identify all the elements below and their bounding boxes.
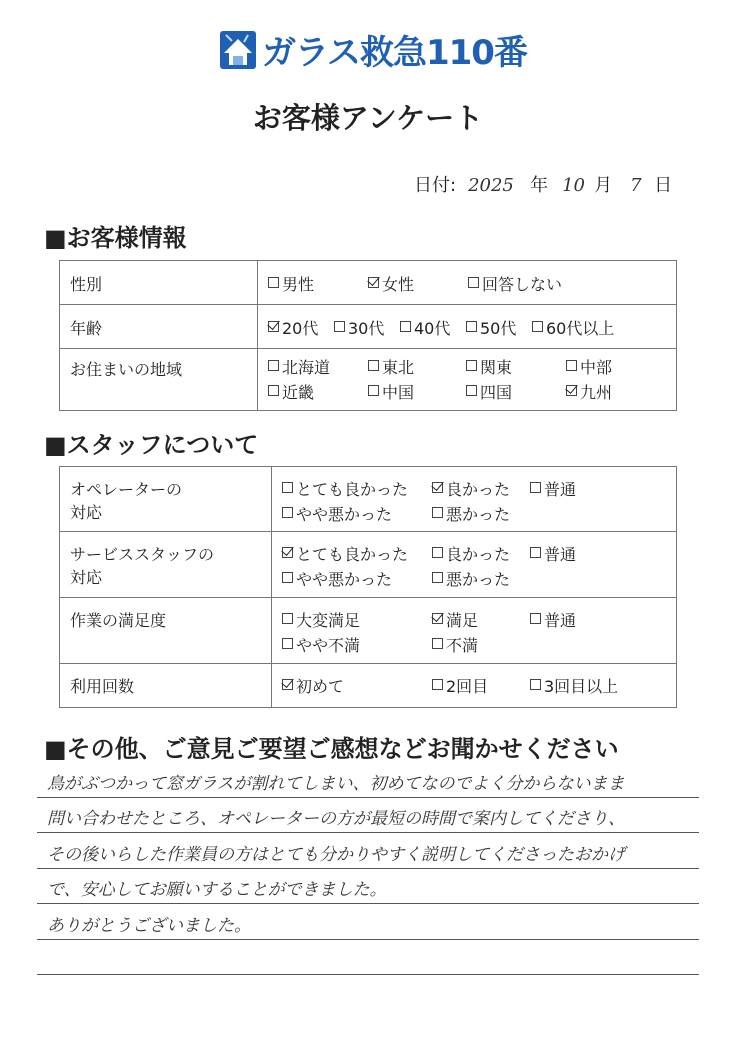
checkbox-icon[interactable] xyxy=(466,321,477,332)
checkbox-option[interactable] xyxy=(282,477,432,500)
options-gender xyxy=(268,272,666,295)
comment-text: 鳥がぶつかって窓ガラスが割れてしまい、初めてなのでよく分からないまま xyxy=(47,773,625,794)
option-label: 九州 xyxy=(580,383,613,402)
option-label: 北海道 xyxy=(282,358,331,377)
row-label-satisfaction: 作業の満足度 xyxy=(60,598,272,664)
option-label: やや悪かった xyxy=(296,505,393,524)
month-unit: 月 xyxy=(594,175,613,196)
date-label: 日付: xyxy=(414,175,457,196)
option-label: 関東 xyxy=(480,358,513,377)
checkbox-option[interactable] xyxy=(530,542,630,565)
checkbox-option[interactable] xyxy=(268,316,334,339)
checkbox-option[interactable] xyxy=(432,674,530,697)
year-unit: 年 xyxy=(530,175,549,196)
table-row xyxy=(60,664,677,708)
date-row xyxy=(414,171,672,197)
table-row xyxy=(60,261,677,305)
logo-text: ガラス救急110番 xyxy=(262,32,527,73)
option-label: 良かった xyxy=(446,545,511,564)
option-label: 普通 xyxy=(544,545,577,564)
option-label: 普通 xyxy=(544,611,577,630)
options-region xyxy=(268,355,666,403)
table-row xyxy=(60,532,677,598)
checkbox-icon[interactable] xyxy=(268,360,279,371)
row-label-region: お住まいの地域 xyxy=(60,349,258,411)
option-label: とても良かった xyxy=(296,545,409,564)
staff-table xyxy=(59,466,677,708)
date-day[interactable]: 7 xyxy=(630,175,642,196)
checkbox-icon[interactable] xyxy=(268,277,279,288)
option-label: 満足 xyxy=(446,611,479,630)
comment-line xyxy=(37,833,699,869)
checkbox-option[interactable] xyxy=(566,380,666,403)
checkbox-option[interactable] xyxy=(566,355,666,378)
checkbox-option[interactable] xyxy=(400,316,466,339)
table-row xyxy=(60,598,677,664)
checkbox-icon[interactable] xyxy=(334,321,345,332)
checkbox-icon[interactable] xyxy=(400,321,411,332)
comment-line xyxy=(37,940,699,976)
option-label: 3回目以上 xyxy=(544,677,619,696)
checkbox-option[interactable] xyxy=(368,355,466,378)
option-label: 女性 xyxy=(382,275,415,294)
option-label: 30代 xyxy=(348,319,385,338)
option-label: やや悪かった xyxy=(296,570,393,589)
option-label: 中国 xyxy=(382,383,415,402)
comment-line xyxy=(37,904,699,940)
checkbox-icon[interactable] xyxy=(282,638,293,649)
page-title: お客様アンケート xyxy=(252,101,484,135)
checkbox-icon[interactable] xyxy=(530,482,541,493)
option-label: 50代 xyxy=(480,319,517,338)
section-heading-customer: ■お客様情報 xyxy=(44,224,187,252)
option-label: 近畿 xyxy=(282,383,315,402)
checkbox-icon[interactable] xyxy=(268,385,279,396)
checkbox-icon[interactable] xyxy=(530,547,541,558)
section-heading-staff: ■スタッフについて xyxy=(44,431,259,459)
comment-line xyxy=(37,762,699,798)
checkbox-option[interactable] xyxy=(466,380,566,403)
option-label: 40代 xyxy=(414,319,451,338)
checkbox-option[interactable] xyxy=(368,272,468,295)
option-label: 悪かった xyxy=(446,505,511,524)
checked-box-icon[interactable] xyxy=(432,482,443,493)
comment-text: ありがとうございました。 xyxy=(47,915,251,936)
checkbox-icon[interactable] xyxy=(368,385,379,396)
checkbox-option[interactable] xyxy=(530,674,630,697)
comment-line xyxy=(37,869,699,905)
option-label: 四国 xyxy=(480,383,513,402)
option-label: やや不満 xyxy=(296,636,361,655)
checkbox-option[interactable] xyxy=(530,477,630,500)
options-service-staff xyxy=(282,542,666,590)
option-label: 初めて xyxy=(296,677,345,696)
checkbox-icon[interactable] xyxy=(466,385,477,396)
checkbox-option[interactable] xyxy=(432,502,530,525)
checkbox-icon[interactable] xyxy=(532,321,543,332)
checkbox-icon[interactable] xyxy=(282,613,293,624)
checkbox-icon[interactable] xyxy=(368,360,379,371)
checkbox-icon[interactable] xyxy=(282,482,293,493)
checkbox-icon[interactable] xyxy=(282,507,293,518)
checkbox-option[interactable] xyxy=(268,272,368,295)
checkbox-icon[interactable] xyxy=(566,360,577,371)
options-age xyxy=(268,316,666,339)
checkbox-option[interactable] xyxy=(368,380,466,403)
checkbox-option[interactable] xyxy=(432,477,530,500)
section-heading-comments: ■その他、ご意見ご要望ご感想などお聞かせください xyxy=(44,735,619,763)
checkbox-option[interactable] xyxy=(268,355,368,378)
checkbox-icon[interactable] xyxy=(530,613,541,624)
comment-area[interactable] xyxy=(37,762,699,975)
checkbox-option[interactable] xyxy=(466,316,532,339)
table-row xyxy=(60,305,677,349)
checked-box-icon[interactable] xyxy=(368,277,379,288)
options-satisfaction xyxy=(282,608,666,656)
comment-text: その後いらした作業員の方はとても分かりやすく説明してくださったおかげ xyxy=(47,844,625,865)
checkbox-option[interactable] xyxy=(282,542,432,565)
options-usage-count xyxy=(282,674,666,697)
row-label-service-staff: サービススタッフの 対応 xyxy=(60,532,272,598)
option-label: 普通 xyxy=(544,480,577,499)
table-row xyxy=(60,467,677,532)
checkbox-icon[interactable] xyxy=(432,638,443,649)
checkbox-icon[interactable] xyxy=(432,547,443,558)
checked-box-icon[interactable] xyxy=(566,385,577,396)
option-label: とても良かった xyxy=(296,480,409,499)
checkbox-option[interactable] xyxy=(282,674,432,697)
checkbox-option[interactable] xyxy=(532,316,632,339)
option-label: 男性 xyxy=(282,275,315,294)
option-label: 不満 xyxy=(446,636,479,655)
checkbox-option[interactable] xyxy=(432,608,530,631)
checked-box-icon[interactable] xyxy=(268,321,279,332)
checkbox-option[interactable] xyxy=(530,608,630,631)
comment-line xyxy=(37,798,699,834)
date-year[interactable]: 2025 xyxy=(468,175,514,196)
options-operator xyxy=(282,477,666,525)
table-row xyxy=(60,349,677,411)
option-label: 20代 xyxy=(282,319,319,338)
option-label: 東北 xyxy=(382,358,415,377)
checked-box-icon[interactable] xyxy=(432,613,443,624)
checkbox-icon[interactable] xyxy=(432,507,443,518)
option-label: 良かった xyxy=(446,480,511,499)
checkbox-icon[interactable] xyxy=(468,277,479,288)
row-label-age: 年齢 xyxy=(60,305,258,349)
customer-info-table xyxy=(59,260,677,411)
checkbox-option[interactable] xyxy=(334,316,400,339)
checkbox-icon[interactable] xyxy=(432,679,443,690)
checkbox-option[interactable] xyxy=(282,608,432,631)
row-label-operator: オペレーターの 対応 xyxy=(60,467,272,532)
checkbox-option[interactable] xyxy=(468,272,568,295)
checkbox-option[interactable] xyxy=(268,380,368,403)
checked-box-icon[interactable] xyxy=(282,679,293,690)
option-label: 回答しない xyxy=(482,275,563,294)
checkbox-option[interactable] xyxy=(432,542,530,565)
company-logo xyxy=(218,26,527,72)
checkbox-option[interactable] xyxy=(282,633,432,656)
checkbox-option[interactable] xyxy=(282,502,432,525)
checkbox-option[interactable] xyxy=(432,633,530,656)
glass-house-icon xyxy=(218,27,258,71)
checkbox-option[interactable] xyxy=(432,567,530,590)
checkbox-icon[interactable] xyxy=(282,572,293,583)
checkbox-icon[interactable] xyxy=(530,679,541,690)
option-label: 大変満足 xyxy=(296,611,361,630)
date-month[interactable]: 10 xyxy=(562,175,585,196)
option-label: 60代以上 xyxy=(546,319,615,338)
row-label-usage-count: 利用回数 xyxy=(60,664,272,708)
option-label: 2回目 xyxy=(446,677,489,696)
comment-text: 問い合わせたところ、オペレーターの方が最短の時間で案内してくださり、 xyxy=(47,809,625,829)
comment-text: で、安心してお願いすることができました。 xyxy=(47,880,387,900)
day-unit: 日 xyxy=(654,175,673,196)
option-label: 中部 xyxy=(580,358,613,377)
checkbox-option[interactable] xyxy=(466,355,566,378)
checked-box-icon[interactable] xyxy=(282,547,293,558)
checkbox-icon[interactable] xyxy=(466,360,477,371)
checkbox-icon[interactable] xyxy=(432,572,443,583)
option-label: 悪かった xyxy=(446,570,511,589)
row-label-gender: 性別 xyxy=(60,261,258,305)
checkbox-option[interactable] xyxy=(282,567,432,590)
